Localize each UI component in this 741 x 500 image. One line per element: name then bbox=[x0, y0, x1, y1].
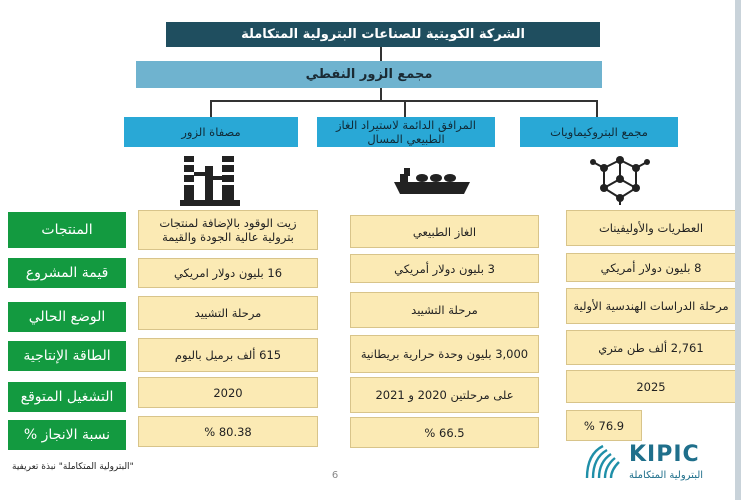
row-label-status: الوضع الحالي bbox=[8, 302, 126, 332]
row-label-project-value: قيمة المشروع bbox=[8, 258, 126, 288]
logo-name: KIPIC bbox=[629, 442, 700, 467]
cell-petrochem-operation: 2025 bbox=[566, 370, 736, 403]
cell-refinery-operation: 2020 bbox=[138, 377, 318, 408]
subtitle-connector bbox=[380, 88, 382, 100]
cell-lng-products: الغاز الطبيعي bbox=[350, 215, 539, 248]
branch-line-refinery bbox=[210, 100, 212, 117]
branch-line-petrochem bbox=[596, 100, 598, 117]
molecule-icon bbox=[590, 152, 650, 206]
org-title: الشركة الكويتية للصناعات البترولية المتكاملة bbox=[166, 22, 600, 47]
cell-petrochem-products: العطريات والأوليفينات bbox=[566, 210, 736, 246]
page-number: 6 bbox=[331, 469, 339, 481]
logo-subtitle: البترولية المتكاملة bbox=[629, 470, 704, 481]
row-label-products: المنتجات bbox=[8, 212, 126, 248]
cell-refinery-status: مرحلة التشييد bbox=[138, 296, 318, 330]
refinery-icon bbox=[180, 152, 240, 208]
cell-lng-operation: على مرحلتين 2020 و 2021 bbox=[350, 377, 539, 413]
cell-petrochem-completion: 76.9 % bbox=[566, 410, 642, 441]
cell-lng-project-value: 3 بليون دولار أمريكي bbox=[350, 254, 539, 283]
cell-lng-capacity: 3,000 بليون وحدة حرارية بريطانية bbox=[350, 335, 539, 373]
cell-petrochem-project-value: 8 بليون دولار أمريكي bbox=[566, 253, 736, 282]
cell-refinery-products: زيت الوقود بالإضافة لمنتجات بترولية عالية الجودة والقيمة bbox=[138, 210, 318, 250]
title-connector bbox=[380, 47, 382, 61]
column-header-refinery: مصفاة الزور bbox=[124, 117, 298, 147]
cell-refinery-completion: 80.38 % bbox=[138, 416, 318, 447]
cell-refinery-project-value: 16 بليون دولار امريكي bbox=[138, 258, 318, 288]
column-header-petrochem: مجمع البتروكيماويات bbox=[520, 117, 678, 147]
kipic-logo bbox=[585, 440, 735, 490]
branch-line-lng bbox=[404, 100, 406, 117]
row-label-capacity: الطاقة الإنتاجية bbox=[8, 341, 126, 371]
footnote: "البترولية المتكاملة" نبذة تعريفية bbox=[12, 462, 134, 472]
row-label-completion: نسبة الانجاز % bbox=[8, 420, 126, 450]
row-label-operation: التشغيل المتوقع bbox=[8, 382, 126, 412]
slide-edge-divider bbox=[735, 0, 741, 500]
cell-petrochem-status: مرحلة الدراسات الهندسية الأولية bbox=[566, 288, 736, 324]
lng-tanker-icon bbox=[392, 164, 472, 198]
complex-title: مجمع الزور النفطي bbox=[136, 61, 602, 88]
cell-refinery-capacity: 615 ألف برميل باليوم bbox=[138, 338, 318, 372]
cell-petrochem-capacity: 2,761 ألف طن متري bbox=[566, 330, 736, 365]
column-header-lng: المرافق الدائمة لاستيراد الغاز الطبيعي المسال bbox=[317, 117, 495, 147]
kipic-logo-mark-icon bbox=[585, 444, 621, 480]
cell-lng-completion: 66.5 % bbox=[350, 417, 539, 448]
cell-lng-status: مرحلة التشييد bbox=[350, 292, 539, 328]
